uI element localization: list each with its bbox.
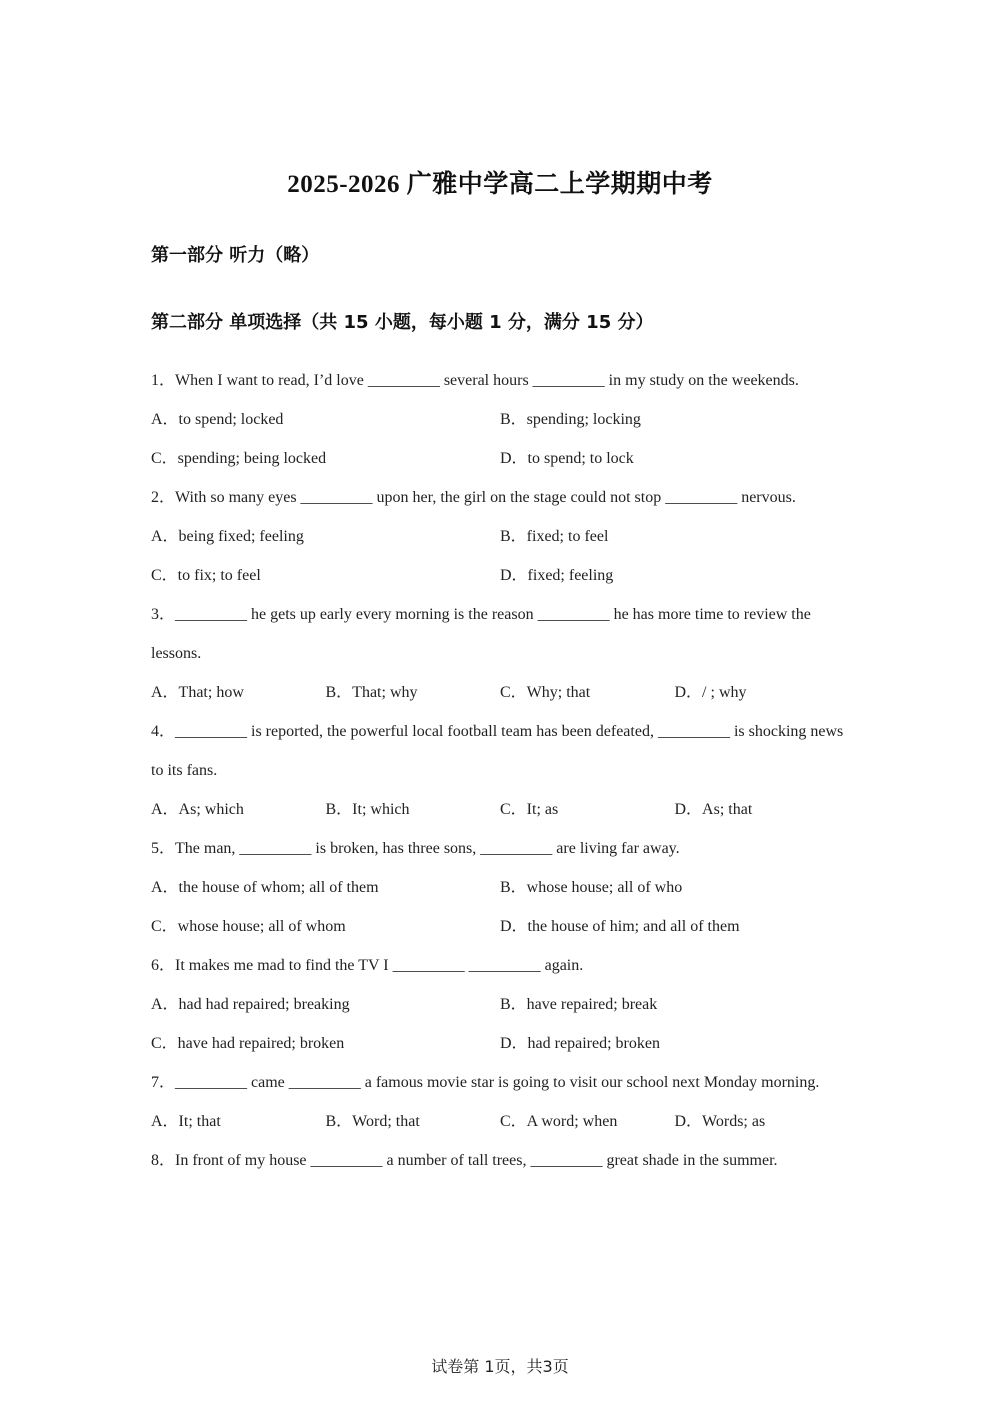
option-b: B．fixed; to feel bbox=[500, 528, 609, 545]
question-stem: 5．The man, _________ is broken, has three sons, _________ are living far away. bbox=[151, 840, 680, 857]
page-title: 2025-2026 广雅中学高二上学期期中考 bbox=[287, 171, 713, 198]
option-a: A．being fixed; feeling bbox=[151, 528, 304, 545]
option-b: B．It; which bbox=[325, 801, 410, 818]
option-a: A．to spend; locked bbox=[151, 411, 284, 428]
option-group bbox=[151, 985, 851, 1063]
question-stem: 7．_________ came _________ a famous movie star is going to visit our school next Monday morning. bbox=[151, 1074, 820, 1091]
section-heading-listening: 第一部分 听力（略） bbox=[151, 245, 320, 266]
option-c: C．have had repaired; broken bbox=[151, 1035, 345, 1052]
option-d: D．had repaired; broken bbox=[500, 1035, 660, 1052]
option-a: A．It; that bbox=[151, 1113, 221, 1130]
question-5 bbox=[151, 829, 851, 946]
option-d: D．Words; as bbox=[674, 1113, 766, 1130]
option-a: A．As; which bbox=[151, 801, 244, 818]
option-b: B．spending; locking bbox=[500, 411, 641, 428]
section-heading-single-choice: 第二部分 单项选择（共 15 小题，每小题 1 分，满分 15 分） bbox=[151, 312, 654, 333]
option-c: C．spending; being locked bbox=[151, 450, 327, 467]
option-c: C．A word; when bbox=[500, 1113, 618, 1130]
page-footer: 试卷第 1页，共3页 bbox=[431, 1357, 569, 1376]
option-c: C．It; as bbox=[500, 801, 559, 818]
option-group bbox=[151, 400, 851, 478]
option-c: C．Why; that bbox=[500, 684, 591, 701]
question-stem: 3．_________ he gets up early every morning is the reason _________ he has more time to review the lessons. bbox=[151, 606, 815, 662]
option-a: A．had had repaired; breaking bbox=[151, 996, 350, 1013]
question-1 bbox=[151, 361, 851, 478]
option-group bbox=[151, 790, 851, 829]
question-6 bbox=[151, 946, 851, 1063]
option-group bbox=[151, 1102, 851, 1141]
option-d: D．fixed; feeling bbox=[500, 567, 614, 584]
question-list bbox=[151, 361, 851, 1180]
question-8 bbox=[151, 1141, 851, 1180]
option-d: D．/ ; why bbox=[674, 684, 747, 701]
option-c: C．to fix; to feel bbox=[151, 567, 261, 584]
option-b: B．whose house; all of who bbox=[500, 879, 683, 896]
option-a: A．That; how bbox=[151, 684, 244, 701]
option-b: B．have repaired; break bbox=[500, 996, 658, 1013]
option-d: D．As; that bbox=[674, 801, 753, 818]
option-group bbox=[151, 517, 851, 595]
option-c: C．whose house; all of whom bbox=[151, 918, 346, 935]
option-d: D．the house of him; and all of them bbox=[500, 918, 740, 935]
question-7 bbox=[151, 1063, 851, 1141]
question-stem: 8．In front of my house _________ a number of tall trees, _________ great shade in the summer. bbox=[151, 1152, 778, 1169]
question-stem: 1．When I want to read, I’d love _________ several hours _________ in my study on the weekends. bbox=[151, 372, 799, 389]
question-stem: 2．With so many eyes _________ upon her, the girl on the stage could not stop _________ nervous. bbox=[151, 489, 796, 506]
option-group bbox=[151, 868, 851, 946]
question-2 bbox=[151, 478, 851, 595]
question-stem: 6．It makes me mad to find the TV I _________ _________ again. bbox=[151, 957, 584, 974]
option-a: A．the house of whom; all of them bbox=[151, 879, 379, 896]
option-group bbox=[151, 673, 851, 712]
question-stem: 4．_________ is reported, the powerful local football team has been defeated, _________ is shocking news to its fans. bbox=[151, 723, 848, 779]
question-4 bbox=[151, 712, 851, 829]
question-3 bbox=[151, 595, 851, 712]
option-b: B．That; why bbox=[325, 684, 418, 701]
option-d: D．to spend; to lock bbox=[500, 450, 634, 467]
option-b: B．Word; that bbox=[325, 1113, 420, 1130]
